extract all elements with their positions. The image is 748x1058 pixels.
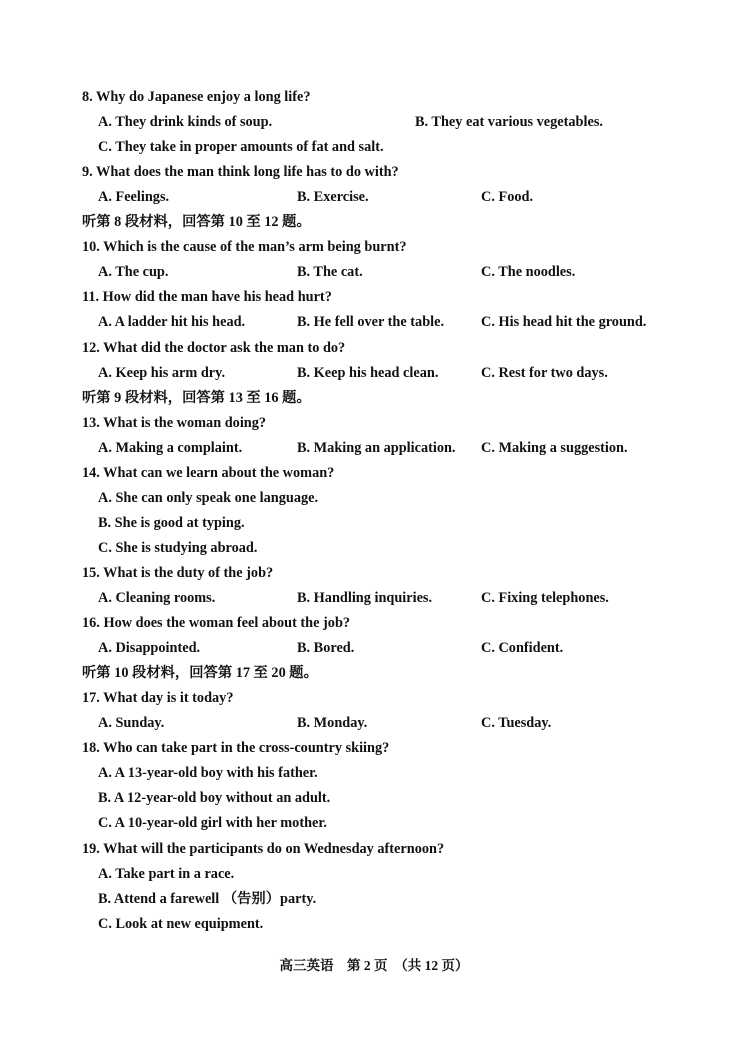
question-line	[0, 840, 748, 865]
option-line	[0, 439, 748, 464]
option-a: A. Disappointed.	[98, 640, 201, 657]
option-line	[0, 539, 748, 564]
option-line	[0, 915, 748, 940]
question-text: 15. What is the duty of the job?	[82, 564, 274, 581]
option-a: A. Keep his arm dry.	[98, 364, 226, 381]
option-a: A. The cup.	[98, 264, 169, 281]
question-line	[0, 339, 748, 364]
option-line	[0, 865, 748, 890]
option-text: B. She is good at typing.	[98, 514, 245, 531]
option-b: B. Bored.	[297, 640, 355, 657]
option-b: B. He fell over the table.	[297, 314, 445, 331]
question-line	[0, 414, 748, 439]
option-c: C. Fixing telephones.	[481, 590, 609, 606]
question-text: 16. How does the woman feel about the job?	[82, 615, 351, 632]
option-line	[0, 764, 748, 789]
option-b: B. Handling inquiries.	[297, 590, 433, 606]
question-line	[0, 614, 748, 639]
option-line	[0, 789, 748, 814]
section-instruction-line	[0, 389, 748, 414]
section-instruction: 听第 10 段材料，回答第 17 至 20 题。	[82, 665, 318, 682]
option-line	[0, 263, 748, 288]
option-text: C. They take in proper amounts of fat and salt.	[98, 139, 384, 156]
option-line	[0, 313, 748, 338]
option-b: B. They eat various vegetables.	[415, 114, 603, 131]
option-text: C. Look at new equipment.	[98, 915, 264, 932]
option-a: A. Sunday.	[98, 715, 165, 732]
option-line	[0, 138, 748, 163]
question-line	[0, 88, 748, 113]
option-line	[0, 814, 748, 839]
question-text: 8. Why do Japanese enjoy a long life?	[82, 89, 311, 105]
option-c: C. Rest for two days.	[481, 364, 608, 381]
option-line	[0, 714, 748, 739]
option-text: A. A 13-year-old boy with his father.	[98, 765, 318, 782]
option-line	[0, 188, 748, 213]
question-text: 17. What day is it today?	[82, 690, 234, 707]
option-line	[0, 639, 748, 664]
option-a: A. They drink kinds of soup.	[98, 114, 273, 131]
section-instruction-line	[0, 213, 748, 238]
question-text: 9. What does the man think long life has to do with?	[82, 164, 399, 181]
question-line	[0, 163, 748, 188]
option-b: B. Monday.	[297, 715, 368, 732]
option-line	[0, 589, 748, 614]
option-c: C. Tuesday.	[481, 715, 552, 732]
option-line	[0, 890, 748, 915]
question-line	[0, 689, 748, 714]
option-b: B. Exercise.	[297, 189, 369, 206]
question-text: 14. What can we learn about the woman?	[82, 464, 335, 481]
question-text: 10. Which is the cause of the man’s arm being burnt?	[82, 239, 407, 256]
option-line	[0, 113, 748, 138]
question-text: 13. What is the woman doing?	[82, 414, 267, 431]
page-footer: 高三英语 第 2 页 （共 12 页）	[279, 958, 469, 973]
option-a: A. Cleaning rooms.	[98, 590, 216, 606]
option-b: B. Making an application.	[297, 439, 456, 456]
question-line	[0, 238, 748, 263]
section-instruction-line	[0, 664, 748, 689]
option-c: C. Confident.	[481, 640, 564, 657]
question-text: 18. Who can take part in the cross-country skiing?	[82, 740, 390, 757]
option-text: C. A 10-year-old girl with her mother.	[98, 815, 327, 832]
section-instruction: 听第 9 段材料，回答第 13 至 16 题。	[82, 389, 311, 406]
question-line	[0, 564, 748, 589]
option-b: B. The cat.	[297, 264, 363, 281]
option-line	[0, 489, 748, 514]
option-text: B. A 12-year-old boy without an adult.	[98, 790, 331, 807]
option-c: C. The noodles.	[481, 264, 576, 281]
option-text: C. She is studying abroad.	[98, 539, 258, 556]
option-b: B. Keep his head clean.	[297, 364, 439, 381]
option-line	[0, 514, 748, 539]
question-line	[0, 288, 748, 313]
question-line	[0, 739, 748, 764]
option-text: A. Take part in a race.	[98, 865, 235, 882]
option-text: A. She can only speak one language.	[98, 489, 319, 506]
option-a: A. Making a complaint.	[98, 439, 243, 456]
question-text: 12. What did the doctor ask the man to do?	[82, 339, 346, 356]
option-line	[0, 364, 748, 389]
question-text: 11. How did the man have his head hurt?	[82, 289, 332, 306]
option-a: A. Feelings.	[98, 189, 170, 206]
option-c: C. His head hit the ground.	[481, 314, 647, 331]
question-text: 19. What will the participants do on Wednesday afternoon?	[82, 840, 445, 857]
option-c: C. Food.	[481, 189, 534, 206]
section-instruction: 听第 8 段材料，回答第 10 至 12 题。	[82, 214, 311, 231]
option-text: B. Attend a farewell （告别）party.	[98, 890, 317, 907]
option-c: C. Making a suggestion.	[481, 439, 628, 456]
question-line	[0, 464, 748, 489]
option-a: A. A ladder hit his head.	[98, 314, 246, 331]
